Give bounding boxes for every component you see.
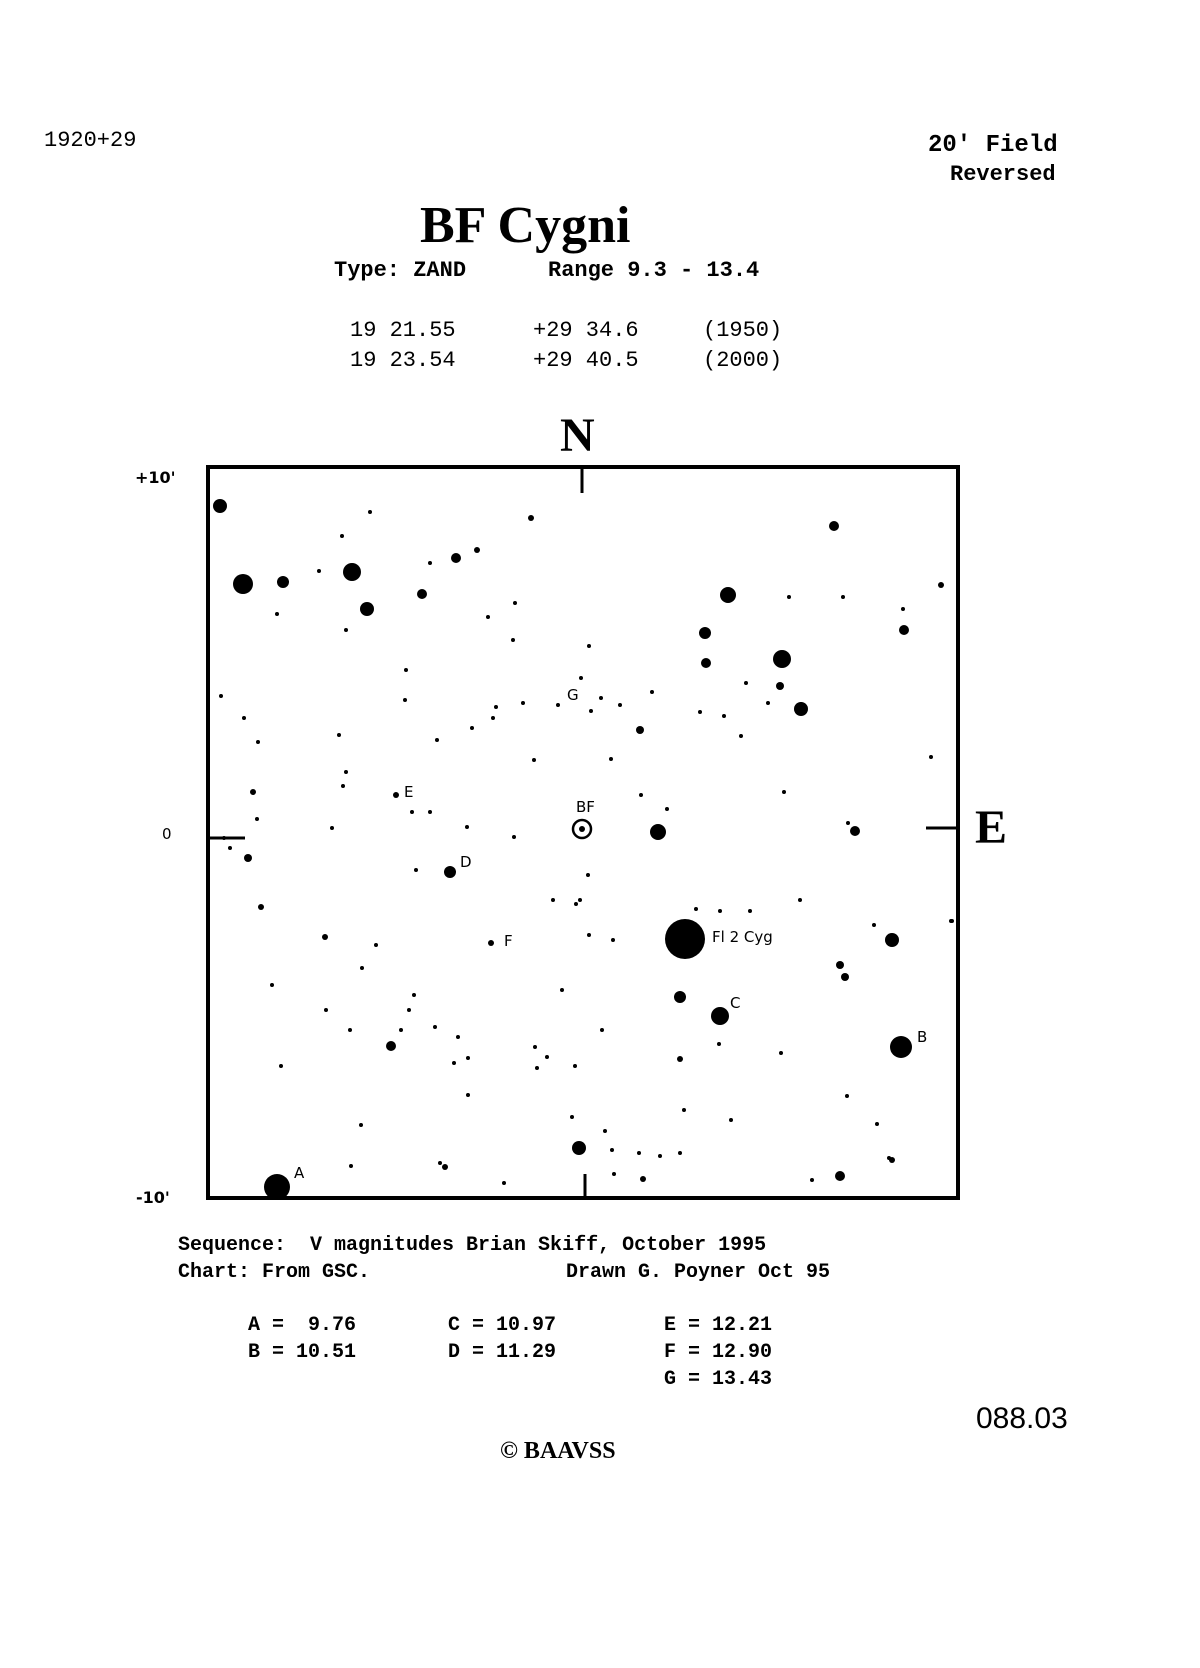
field-star — [650, 824, 666, 840]
faint-star — [748, 909, 752, 913]
faint-star — [658, 1154, 662, 1158]
field-star — [674, 991, 686, 1003]
faint-star — [279, 1064, 283, 1068]
faint-star — [486, 615, 490, 619]
mag-f: F = 12.90 — [664, 1341, 773, 1364]
label-comp-e: E — [404, 783, 414, 801]
faint-star — [532, 758, 536, 762]
faint-star — [587, 644, 591, 648]
faint-star — [637, 1151, 641, 1155]
field-star — [360, 602, 374, 616]
faint-star — [344, 628, 348, 632]
field-star — [776, 682, 784, 690]
faint-star — [612, 1172, 616, 1176]
faint-star — [845, 1094, 849, 1098]
faint-star — [545, 1055, 549, 1059]
field-star — [889, 1157, 895, 1163]
comp-f-star — [488, 940, 494, 946]
faint-star — [610, 1148, 614, 1152]
field-star — [850, 826, 860, 836]
faint-star — [665, 807, 669, 811]
faint-star — [739, 734, 743, 738]
faint-star — [428, 561, 432, 565]
faint-star — [573, 1064, 577, 1068]
faint-star — [465, 825, 469, 829]
label-comp-d: D — [460, 853, 472, 871]
faint-star — [603, 1129, 607, 1133]
faint-star — [349, 1164, 353, 1168]
field-star — [474, 547, 480, 553]
east-label: E — [975, 801, 1008, 854]
faint-star — [551, 898, 555, 902]
faint-star — [574, 902, 578, 906]
faint-star — [435, 738, 439, 742]
faint-star — [433, 1025, 437, 1029]
faint-star — [678, 1151, 682, 1155]
field-star — [701, 658, 711, 668]
faint-star — [587, 933, 591, 937]
faint-star — [609, 757, 613, 761]
field-star — [451, 553, 461, 563]
faint-star — [511, 638, 515, 642]
field-star — [938, 582, 944, 588]
faint-star — [722, 714, 726, 718]
faint-star — [556, 703, 560, 707]
label-comp-g: G — [567, 686, 579, 704]
faint-star — [782, 790, 786, 794]
faint-star — [729, 1118, 733, 1122]
field-star — [636, 726, 644, 734]
label-comp-b: B — [917, 1028, 928, 1046]
field-star — [794, 702, 808, 716]
faint-star — [344, 770, 348, 774]
faint-star — [452, 1061, 456, 1065]
faint-star — [330, 826, 334, 830]
field-star — [841, 973, 849, 981]
field-star — [829, 521, 839, 531]
field-star — [277, 576, 289, 588]
field-star — [899, 625, 909, 635]
faint-star — [521, 701, 525, 705]
faint-star — [570, 1115, 574, 1119]
field-star — [640, 1176, 646, 1182]
field-star — [258, 904, 264, 910]
scale-top-label: +10' — [135, 468, 176, 487]
chart-source: Chart: From GSC. — [178, 1261, 371, 1284]
copyright: © BAAVSS — [500, 1438, 616, 1464]
faint-star — [438, 1161, 442, 1165]
mag-d: D = 11.29 — [448, 1341, 557, 1364]
label-comp-c: C — [730, 994, 741, 1012]
faint-star — [718, 909, 722, 913]
field-size: 20' Field — [928, 132, 1058, 159]
faint-star — [502, 1181, 506, 1185]
mag-a: A = 9.76 — [248, 1314, 357, 1337]
faint-star — [929, 755, 933, 759]
field-star — [835, 1171, 845, 1181]
field-star — [386, 1041, 396, 1051]
label-variable: BF — [576, 798, 595, 816]
field-star — [343, 563, 361, 581]
faint-star — [270, 983, 274, 987]
faint-star — [766, 701, 770, 705]
faint-star — [841, 595, 845, 599]
mag-e: E = 12.21 — [664, 1314, 773, 1337]
faint-star — [599, 696, 603, 700]
field-star — [213, 499, 227, 513]
mag-b: B = 10.51 — [248, 1341, 357, 1364]
faint-star — [717, 1042, 721, 1046]
comp-c-star — [711, 1007, 729, 1025]
faint-star — [324, 1008, 328, 1012]
drawn-by: Drawn G. Poyner Oct 95 — [566, 1261, 831, 1284]
chart-number: 088.03 — [976, 1402, 1068, 1435]
field-star — [528, 515, 534, 521]
faint-star — [698, 710, 702, 714]
faint-star — [560, 988, 564, 992]
field-star — [836, 961, 844, 969]
faint-star — [744, 681, 748, 685]
field-star — [677, 1056, 683, 1062]
star-title: BF Cygni — [420, 197, 631, 254]
faint-star — [512, 835, 516, 839]
faint-star — [374, 943, 378, 947]
faint-star — [533, 1045, 537, 1049]
faint-star — [694, 907, 698, 911]
field-star — [776, 659, 782, 665]
faint-star — [348, 1028, 352, 1032]
epoch-1950: (1950) — [703, 318, 783, 343]
faint-star — [403, 698, 407, 702]
field-star — [244, 854, 252, 862]
faint-star — [513, 601, 517, 605]
faint-star — [275, 612, 279, 616]
faint-star — [872, 923, 876, 927]
comp-d-star — [444, 866, 456, 878]
faint-star — [340, 534, 344, 538]
faint-star — [470, 726, 474, 730]
faint-star — [456, 1035, 460, 1039]
faint-star — [368, 510, 372, 514]
sequence-source: Sequence: V magnitudes Brian Skiff, October 1995 — [178, 1234, 767, 1257]
comp-b-star — [890, 1036, 912, 1058]
scale-bottom-label: -10' — [136, 1188, 170, 1207]
faint-star — [428, 810, 432, 814]
north-label: N — [560, 409, 595, 462]
faint-star — [341, 784, 345, 788]
faint-star — [798, 898, 802, 902]
faint-star — [586, 873, 590, 877]
faint-star — [578, 898, 582, 902]
variable-star-center — [579, 826, 585, 832]
field-star — [250, 789, 256, 795]
stars-layer — [213, 499, 954, 1200]
faint-star — [579, 676, 583, 680]
field-star — [442, 1164, 448, 1170]
label-comp-f: F — [504, 932, 513, 950]
faint-star — [317, 569, 321, 573]
field-star — [572, 1141, 586, 1155]
variable-range: Range 9.3 - 13.4 — [548, 258, 760, 283]
faint-star — [228, 846, 232, 850]
faint-star — [412, 993, 416, 997]
faint-star — [600, 1028, 604, 1032]
faint-star — [589, 709, 593, 713]
faint-star — [466, 1056, 470, 1060]
faint-star — [618, 703, 622, 707]
mag-c: C = 10.97 — [448, 1314, 557, 1337]
field-star — [773, 650, 791, 668]
variable-type: Type: ZAND — [334, 258, 467, 283]
field-star — [699, 627, 711, 639]
faint-star — [491, 716, 495, 720]
faint-star — [404, 668, 408, 672]
dec-1950: +29 34.6 — [533, 318, 639, 343]
faint-star — [901, 607, 905, 611]
faint-star — [787, 595, 791, 599]
faint-star — [219, 694, 223, 698]
faint-star — [337, 733, 341, 737]
label-fl2cyg: Fl 2 Cyg — [712, 928, 773, 946]
faint-star — [466, 1093, 470, 1097]
comp-a-star — [264, 1174, 290, 1200]
faint-star — [360, 966, 364, 970]
faint-star — [846, 821, 850, 825]
faint-star — [399, 1028, 403, 1032]
faint-star — [359, 1123, 363, 1127]
faint-star — [810, 1178, 814, 1182]
chart-frame — [208, 467, 958, 1198]
comp-e-star — [393, 792, 399, 798]
orientation-note: Reversed — [950, 162, 1056, 187]
field-star — [885, 933, 899, 947]
mag-g: G = 13.43 — [664, 1368, 773, 1391]
dec-2000: +29 40.5 — [533, 348, 639, 373]
faint-star — [242, 716, 246, 720]
ra-2000: 19 23.54 — [350, 348, 456, 373]
faint-star — [410, 810, 414, 814]
faint-star — [414, 868, 418, 872]
faint-star — [682, 1108, 686, 1112]
faint-star — [222, 836, 226, 840]
faint-star — [650, 690, 654, 694]
faint-star — [535, 1066, 539, 1070]
field-star — [417, 589, 427, 599]
faint-star — [407, 1008, 411, 1012]
fl2-cyg-star — [665, 919, 705, 959]
faint-star — [255, 817, 259, 821]
faint-star — [611, 938, 615, 942]
field-star — [720, 587, 736, 603]
field-star — [233, 574, 253, 594]
faint-star — [950, 919, 954, 923]
faint-star — [875, 1122, 879, 1126]
ra-1950: 19 21.55 — [350, 318, 456, 343]
label-comp-a: A — [294, 1164, 305, 1182]
field-star — [322, 934, 328, 940]
faint-star — [494, 705, 498, 709]
faint-star — [639, 793, 643, 797]
chart-designation: 1920+29 — [44, 128, 137, 153]
faint-star — [779, 1051, 783, 1055]
epoch-2000: (2000) — [703, 348, 783, 373]
faint-star — [256, 740, 260, 744]
scale-zero-label: 0 — [162, 825, 172, 843]
